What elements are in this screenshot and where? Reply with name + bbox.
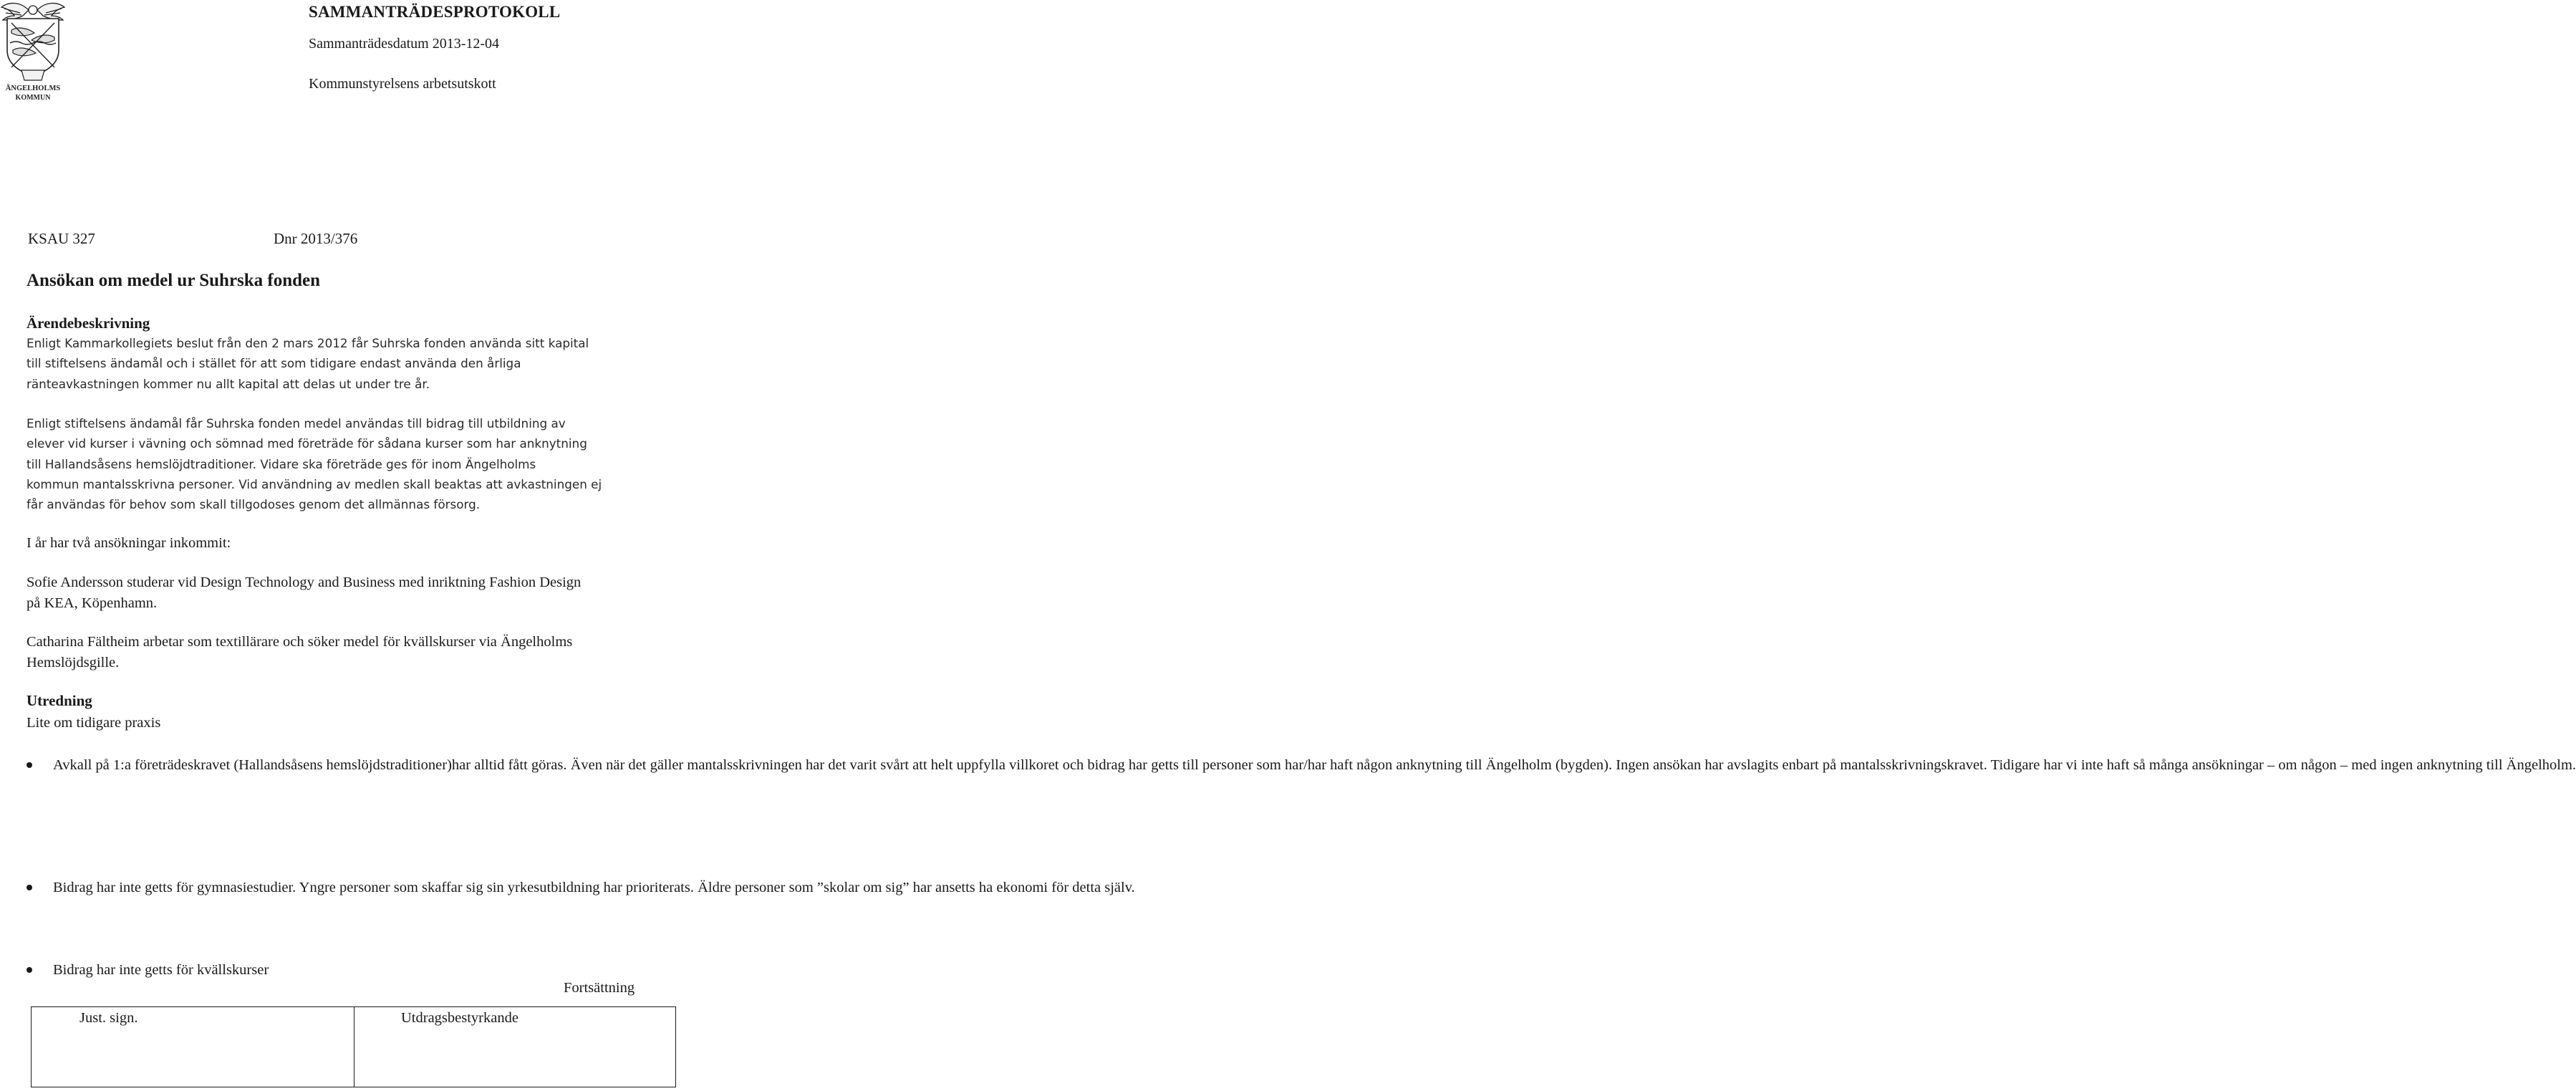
description-paragraph-2 bbox=[26, 413, 682, 514]
municipality-crest-logo bbox=[0, 0, 66, 104]
bullet-line: bidrag har getts till personer som har/har haft någon anknytning till Ängelholm (bygden). bbox=[1087, 757, 1613, 773]
paragraph-line: till stiftelsens ändamål och i stället för att som tidigare endast använda den årliga bbox=[26, 356, 521, 371]
paragraph-line: Enligt Kammarkollegiets beslut från den 2 mars 2012 får Suhrska fonden använda sitt kapital bbox=[26, 336, 589, 350]
committee-name: Kommunstyrelsens arbetsutskott bbox=[309, 76, 496, 92]
continued-label: Fortsättning bbox=[564, 980, 635, 996]
adjustment-signature-label: Just. sign. bbox=[79, 1010, 138, 1026]
case-dnr: Dnr 2013/376 bbox=[274, 230, 358, 247]
paragraph-line: elever vid kurser i vävning och sömnad med företräde för sådana kurser som har anknytning bbox=[26, 436, 587, 451]
crest-text-line1: ÄNGELHOLMS bbox=[5, 85, 61, 92]
bullet-line: yrkesutbildning har prioriterats. Äldre personer som ”skolar om sig” har ansetts ha bbox=[507, 880, 993, 895]
paragraph-line: kommun mantalsskrivna personer. Vid användning av medlen skall beaktas att avkastningen ej bbox=[26, 476, 602, 491]
investigation-intro bbox=[26, 713, 682, 734]
bullet-dot-icon bbox=[26, 762, 32, 768]
description-heading: Ärendebeskrivning bbox=[26, 314, 150, 332]
paragraph-line: får användas för behov som skall tillgodoses genom det allmännas försorg. bbox=[26, 497, 481, 512]
paragraph-line: Enligt stiftelsens ändamål får Suhrska fonden medel användas till bidrag till utbildning av bbox=[26, 416, 566, 431]
bullet-line: ekonomi för detta själv. bbox=[996, 880, 1135, 895]
protocol-title: SAMMANTRÄDESPROTOKOLL bbox=[309, 3, 561, 21]
bullet-line: Avkall på 1:a företrädeskravet (Hallandsåsens hemslöjdstraditioner)har alltid fått göras. bbox=[53, 757, 567, 773]
bullet-dot-icon bbox=[26, 885, 32, 890]
description-paragraph-4 bbox=[26, 572, 682, 613]
bullet-line: Ingen ansökan har avslagits enbart på mantalsskrivningskravet. Tidigare har vi inte haft så bbox=[1616, 757, 2146, 773]
paragraph-line: Hemslöjdsgille. bbox=[26, 654, 120, 671]
bullet-line: Bidrag har inte getts för kvällskurser bbox=[53, 962, 269, 978]
description-paragraph-1 bbox=[26, 333, 682, 394]
paragraph-line: Sofie Andersson studerar vid Design Technology and Business med inriktning Fashion Design bbox=[26, 575, 582, 590]
document-heading: Ansökan om medel ur Suhrska fonden bbox=[26, 271, 321, 290]
description-paragraph-5 bbox=[26, 632, 682, 673]
paragraph-line: Lite om tidigare praxis bbox=[26, 715, 161, 731]
paragraph-line: ränteavkastningen kommer nu allt kapital att delas ut under tre år. bbox=[26, 376, 430, 391]
meeting-date: Sammanträdesdatum 2013-12-04 bbox=[309, 36, 500, 52]
paragraph-line: på KEA, Köpenhamn. bbox=[26, 595, 158, 611]
case-reference: KSAU 327 bbox=[28, 230, 95, 247]
bullet-line: Bidrag har inte getts för gymnasiestudier. Yngre personer som skaffar sig sin bbox=[53, 880, 504, 895]
extract-certification-label: Utdragsbestyrkande bbox=[401, 1010, 518, 1026]
description-paragraph-3 bbox=[26, 533, 682, 554]
paragraph-line: I år har två ansökningar inkommit: bbox=[26, 535, 231, 551]
crest-text-line2: KOMMUN bbox=[15, 94, 51, 102]
paragraph-line: Catharina Fältheim arbetar som textillärare och söker medel för kvällskurser via Ängelholms bbox=[26, 634, 573, 650]
bullet-line: många ansökningar – om någon – med ingen anknytning till Ängelholm. bbox=[2148, 757, 2576, 773]
investigation-heading: Utredning bbox=[26, 692, 92, 709]
signature-box bbox=[31, 1006, 676, 1087]
paragraph-line: till Hallandsåsens hemslöjdtraditioner. Vidare ska företräde ges för inom Ängelholms bbox=[26, 456, 536, 471]
bullet-line: Även när det gäller mantalsskrivningen har det varit svårt att helt uppfylla villkoret och bbox=[570, 757, 1084, 773]
bullet-dot-icon bbox=[26, 967, 32, 973]
